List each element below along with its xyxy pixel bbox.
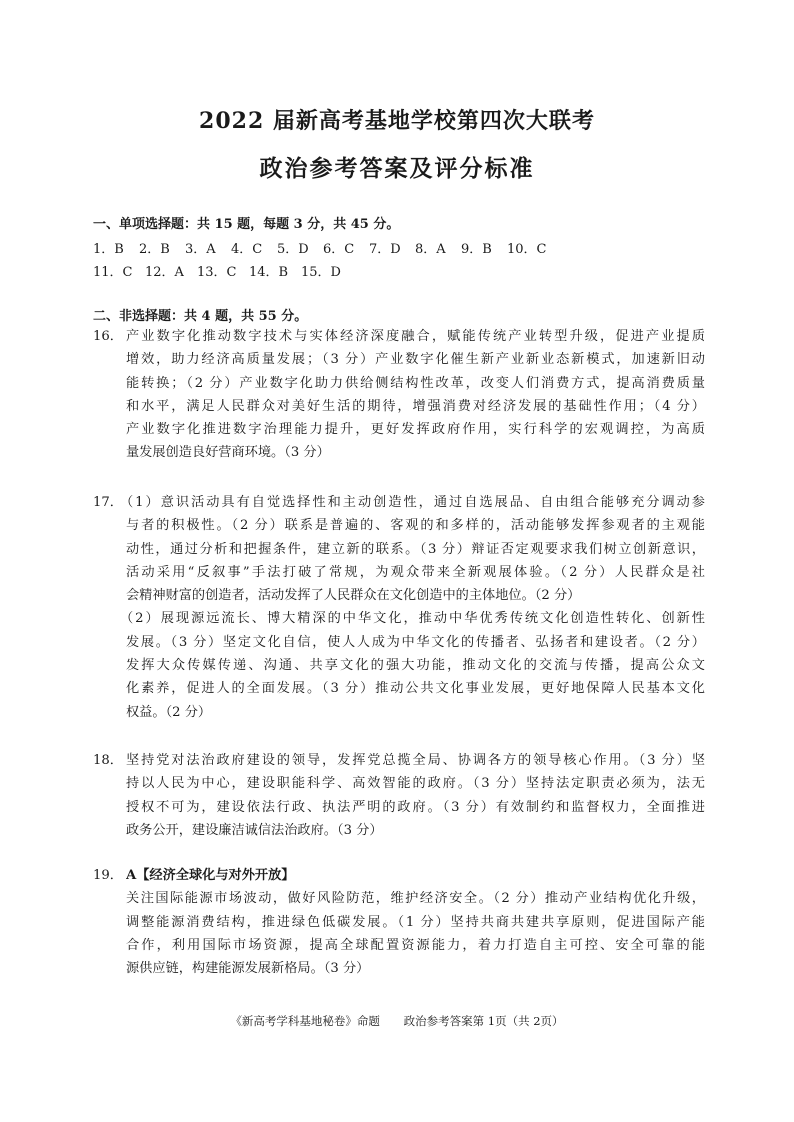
answer-line: 调整能源消费结构，推进绿色低碳发展。（1 分）坚持共商共建共享原则，促进国际产能: [126, 914, 705, 930]
question-number: 18．: [93, 753, 123, 768]
answer-item: 8．A: [415, 242, 446, 257]
answer-line: 和水平，满足人民群众对美好生活的期待，增强消费对经济发展的基础性作用；（4 分）: [126, 398, 705, 414]
answer-line: 量发展创造良好营商环境。（3 分）: [126, 445, 330, 461]
answer-item: 1．B: [93, 242, 124, 257]
question-number: 19．: [93, 868, 123, 883]
answer-line: 活动采用“反叙事”手法打破了常规，为观众带来全新观展体验。（2 分）人民群众是社: [126, 564, 705, 580]
question-number: 17．: [93, 495, 123, 510]
answer-item: 11．C: [93, 265, 133, 280]
answer-line: 能转换；（2 分）产业数字化助力供给侧结构性改革，改变人们消费方式，提高消费质量: [126, 375, 705, 391]
section2-heading: 二、非选择题：共 4 题，共 55 分。: [93, 309, 308, 324]
answer-item: 5．D: [277, 242, 309, 257]
answer-item: 9．B: [461, 242, 492, 257]
page-title: 2022 届新高考基地学校第四次大联考: [199, 108, 595, 134]
footer-source: 《新高考学科基地秘卷》命题: [230, 1014, 380, 1028]
answer-row-1: [93, 238, 553, 257]
answer-line: 会精神财富的创造者，活动发挥了人民群众在文化创造中的主体地位。（2 分）: [126, 588, 581, 604]
answer-line: 合作，利用国际市场资源，提高全球配置资源能力，着力打造自主可控、安全可靠的能: [126, 937, 705, 953]
question-19: [93, 864, 705, 980]
answer-item: 6．C: [323, 242, 355, 257]
answer-line: 与者的积极性。（2 分）联系是普遍的、客观的和多样的，活动能够发挥参观者的主观能: [126, 518, 705, 534]
page-footer: [0, 1013, 794, 1029]
answer-item: 12．A: [145, 265, 184, 280]
answer-line: 增效，助力经济高质量发展；（3 分）产业数字化催生新产业新业态新模式，加速新旧动: [126, 352, 705, 368]
answer-item: 7．D: [369, 242, 401, 257]
answer-line: 持以人民为中心，建设职能科学、高效智能的政府。（3 分）坚持法定职责必须为，法无: [126, 776, 705, 792]
section1-heading: 一、单项选择题：共 15 题，每题 3 分，共 45 分。: [93, 217, 400, 232]
answer-line: 产业数字化推动数字技术与实体经济深度融合，赋能传统产业转型升级，促进产业提质: [126, 329, 705, 344]
answer-line: 权益。（2 分）: [126, 704, 212, 720]
answer-item: 10．C: [507, 242, 547, 257]
answer-line: 坚持党对法治政府建设的领导，发挥党总揽全局、协调各方的领导核心作用。（3 分）坚: [126, 753, 705, 768]
answer-line: 动性，通过分析和把握条件，建立新的联系。（3 分）辩证否定观要求我们树立创新意识，: [126, 541, 705, 557]
answer-item: 3．A: [185, 242, 216, 257]
answer-line: 授权不可为，建设依法行政、执法严明的政府。（3 分）有效制约和监督权力，全面推进: [126, 799, 705, 815]
answer-line: （1）意识活动具有自觉选择性和主动创造性，通过自选展品、自由组合能够充分调动参: [120, 495, 705, 510]
answer-line: 发展。（3 分）坚定文化自信，使人人成为中华文化的传播者、弘扬者和建设者。（2 分）: [126, 634, 705, 650]
answer-row-2: [93, 261, 353, 280]
answer-item: 4．C: [231, 242, 263, 257]
answer-line: 发挥大众传媒传递、沟通、共享文化的强大功能，推动文化的交流与传播，提高公众文: [126, 658, 705, 674]
answer-item: 2．B: [139, 242, 170, 257]
question-16: [93, 325, 705, 465]
question-18: [93, 749, 705, 842]
answer-item: 13．C: [197, 265, 237, 280]
answer-line: （2）展现源远流长、博大精深的中华文化，推动中华优秀传统文化创造性转化、创新性: [120, 611, 705, 627]
page-subtitle: 政治参考答案及评分标准: [259, 155, 535, 182]
answer-line: 源供应链，构建能源发展新格局。（3 分）: [126, 961, 370, 977]
answer-line: 化素养，促进人的全面发展。（3 分）推动公共文化事业发展，更好地保障人民基本文化: [126, 681, 705, 697]
footer-page-info: 政治参考答案第 1页（共 2页）: [403, 1014, 564, 1028]
question-17: [93, 491, 705, 724]
question-number: 16．: [93, 329, 123, 344]
answer-line: 关注国际能源市场波动，做好风险防范，维护经济安全。（2 分）推动产业结构优化升级，: [126, 891, 705, 907]
answer-item: 14．B: [249, 265, 289, 280]
answer-item: 15．D: [301, 265, 341, 280]
answer-line: 政务公开，建设廉洁诚信法治政府。（3 分）: [126, 822, 383, 838]
question-heading: A【经济全球化与对外开放】: [126, 868, 295, 883]
answer-line: 产业数字化推进数字治理能力提升，更好发挥政府作用，实行科学的宏观调控，为高质: [126, 422, 705, 438]
